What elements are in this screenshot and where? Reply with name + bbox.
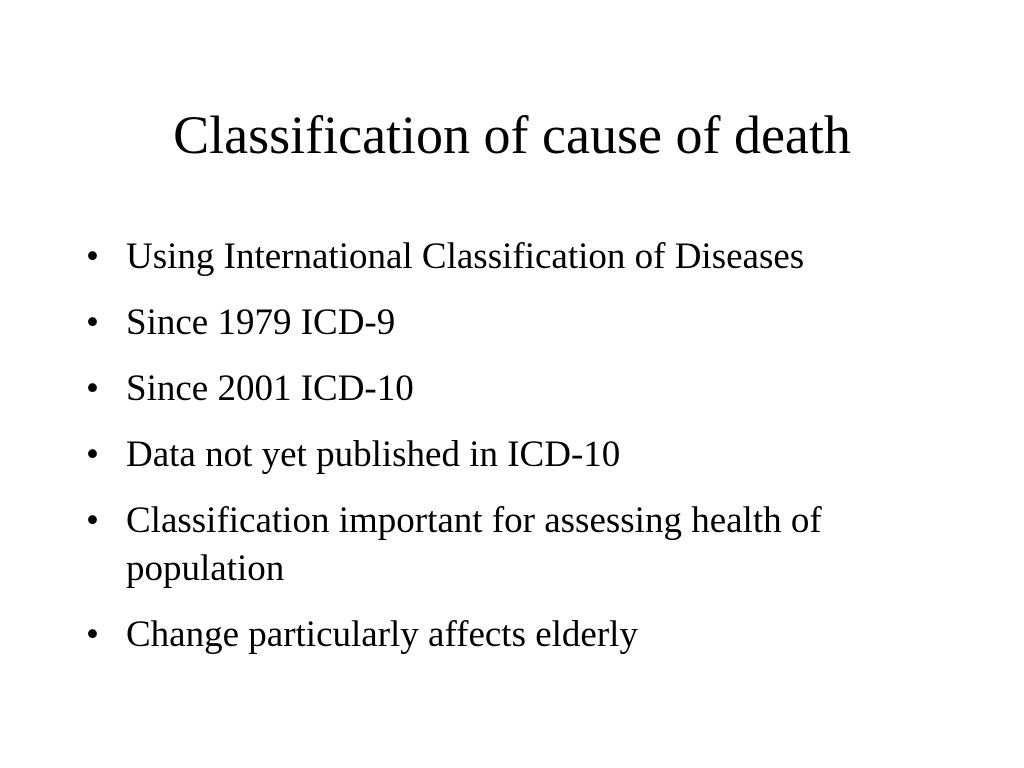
bullet-text: Since 2001 ICD-10	[126, 368, 414, 409]
bullet-item	[86, 611, 956, 659]
bullet-item	[86, 365, 956, 413]
bullet-text: Change particularly affects elderly	[126, 614, 638, 655]
bullet-text: Classification important for assessing health of population	[126, 500, 822, 589]
bullet-mark: •	[86, 368, 99, 409]
bullet-mark: •	[86, 434, 99, 475]
bullet-mark: •	[86, 302, 99, 343]
bullet-list	[86, 233, 956, 677]
bullet-mark: •	[86, 500, 99, 541]
slide-title: Classification of cause of death	[173, 105, 851, 165]
bullet-item	[86, 497, 956, 593]
bullet-text: Data not yet published in ICD-10	[126, 434, 621, 475]
bullet-text: Using International Classification of Diseases	[126, 236, 805, 277]
bullet-item	[86, 299, 956, 347]
bullet-mark: •	[86, 614, 99, 655]
bullet-item	[86, 431, 956, 479]
bullet-item	[86, 233, 956, 281]
bullet-text: Since 1979 ICD-9	[126, 302, 396, 343]
bullet-mark: •	[86, 236, 99, 277]
